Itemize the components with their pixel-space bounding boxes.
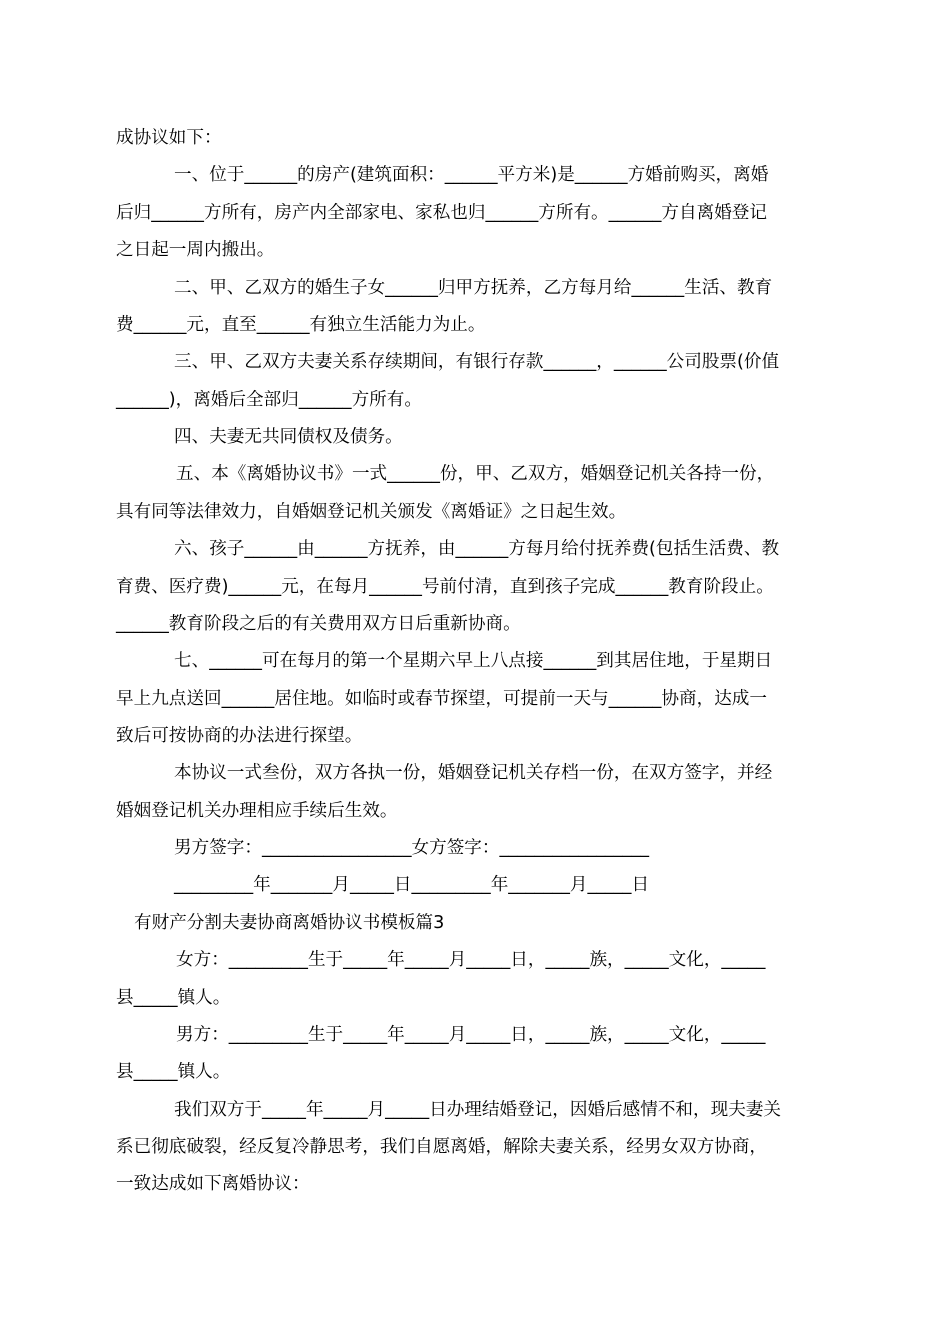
text-line: 之日起一周内搬出。 — [116, 240, 275, 260]
text-line: 县_____镇人。 — [116, 1062, 231, 1082]
text-line: 男方：_________生于_____年_____月_____日，_____族，_____文化，_____ — [176, 1025, 766, 1045]
text-line: 早上九点送回______居住地。如临时或春节探望，可提前一天与______协商，达成一 — [116, 689, 767, 709]
text-line: 婚姻登记机关办理相应手续后生效。 — [116, 801, 398, 821]
text-line: 七、______可在每月的第一个星期六早上八点接______到其居住地，于星期日 — [174, 651, 773, 671]
text-line: 费______元，直至______有独立生活能力为止。 — [116, 315, 486, 335]
text-line: 二、甲、乙双方的婚生子女______归甲方抚养，乙方每月给______生活、教育 — [174, 278, 773, 298]
text-line: 育费、医疗费)______元，在每月______号前付清，直到孩子完成______教育阶段止。 — [116, 577, 774, 597]
text-line: 我们双方于_____年_____月_____日办理结婚登记，因婚后感情不和，现夫妻关 — [174, 1100, 781, 1120]
text-line: 成协议如下： — [116, 128, 222, 148]
text-line: 一、位于______的房产(建筑面积：______平方米)是______方婚前购买，离婚 — [174, 165, 769, 185]
text-line: ______)，离婚后全部归______方所有。 — [116, 390, 422, 410]
text-line: 本协议一式叁份，双方各执一份，婚姻登记机关存档一份，在双方签字，并经 — [174, 763, 773, 783]
text-line: 一致达成如下离婚协议： — [116, 1174, 310, 1194]
text-line: 六、孩子______由______方抚养，由______方每月给付抚养费(包括生活费、教 — [174, 539, 780, 559]
text-line: 县_____镇人。 — [116, 988, 231, 1008]
signature-line: 男方签字：_________________女方签字：_________________ — [174, 838, 650, 858]
text-line: 女方：_________生于_____年_____月_____日，_____族，_____文化，_____ — [176, 950, 766, 970]
text-line: 致后可按协商的办法进行探望。 — [116, 726, 363, 746]
date-line: _________年_______月_____日_________年_______月_____日 — [174, 875, 650, 895]
text-line: 四、夫妻无共同债权及债务。 — [174, 427, 403, 447]
text-line: 后归______方所有，房产内全部家电、家私也归______方所有。______方自离婚登记 — [116, 203, 767, 223]
text-line: 五、本《离婚协议书》一式______份，甲、乙双方，婚姻登记机关各持一份， — [176, 464, 775, 484]
section-heading: 有财产分割夫妻协商离婚协议书模板篇3 — [134, 913, 445, 933]
text-line: 系已彻底破裂，经反复冷静思考，我们自愿离婚，解除夫妻关系，经男女双方协商， — [116, 1137, 767, 1157]
text-line: 具有同等法律效力，自婚姻登记机关颁发《离婚证》之日起生效。 — [116, 502, 627, 522]
text-line: ______教育阶段之后的有关费用双方日后重新协商。 — [116, 614, 521, 634]
text-line: 三、甲、乙双方夫妻关系存续期间，有银行存款______，______公司股票(价值 — [174, 352, 780, 372]
